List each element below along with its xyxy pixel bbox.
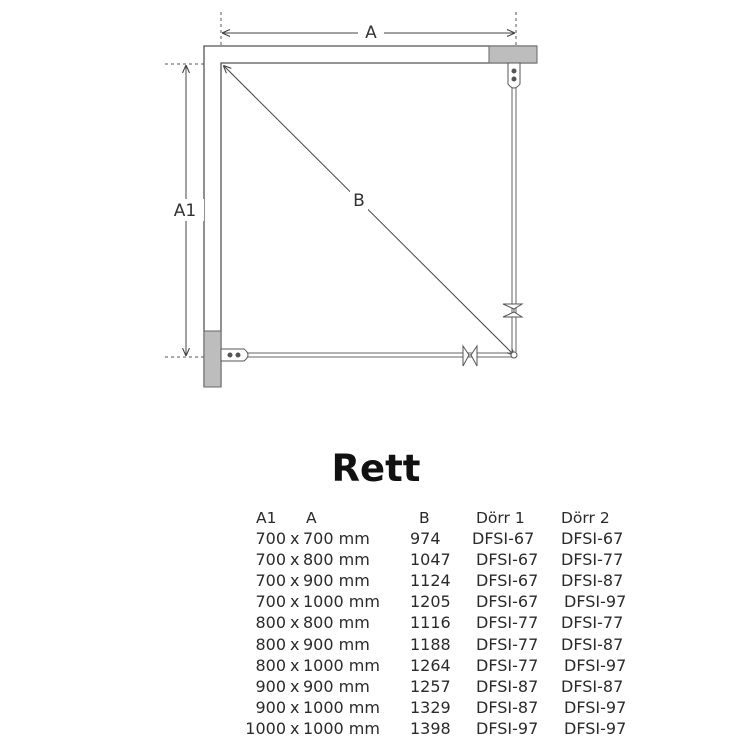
- left-hinge-bracket: [221, 349, 248, 361]
- cell-b: 1205: [410, 592, 451, 612]
- cell-door-2: DFSI-77: [561, 550, 624, 570]
- cell-door-1: DFSI-97: [476, 718, 539, 738]
- cell-a1: 700: [255, 592, 286, 612]
- cell-a1: 800: [255, 613, 286, 633]
- dimension-line-b: [224, 66, 514, 355]
- top-hinge-bracket: [508, 63, 520, 88]
- header-a: A: [306, 509, 317, 527]
- cell-a: 1000 mm: [303, 718, 380, 738]
- left-wall-profile: [204, 331, 221, 387]
- cell-separator: x: [290, 550, 300, 570]
- cell-b: 1329: [410, 697, 451, 717]
- cell-door-1: DFSI-67: [472, 529, 535, 548]
- header-a1: A1: [256, 509, 277, 527]
- cell-door-2: DFSI-67: [561, 529, 624, 548]
- cell-door-1: DFSI-67: [476, 571, 539, 591]
- cell-separator: x: [290, 697, 300, 717]
- cell-door-1: DFSI-87: [476, 676, 539, 696]
- cell-a: 800 mm: [303, 613, 370, 633]
- cell-separator: x: [290, 613, 300, 633]
- cell-separator: x: [290, 592, 300, 612]
- cell-b: 974: [410, 529, 441, 548]
- dimension-label-a: A: [365, 23, 377, 43]
- cell-b: 1264: [410, 655, 451, 675]
- cell-b: 1398: [410, 718, 451, 738]
- cell-door-2: DFSI-97: [564, 592, 627, 612]
- dimension-label-a1: A1: [173, 201, 197, 221]
- cell-b: 1047: [410, 550, 451, 570]
- cell-door-1: DFSI-77: [476, 655, 539, 675]
- cell-separator: x: [290, 655, 300, 675]
- cell-separator: x: [290, 676, 300, 696]
- cell-a1: 1000: [245, 718, 286, 738]
- cell-door-1: DFSI-77: [476, 613, 539, 633]
- cell-a: 900 mm: [303, 676, 370, 696]
- cell-a: 1000 mm: [303, 655, 380, 675]
- cell-a1: 800: [255, 655, 286, 675]
- cell-a1: 900: [255, 676, 286, 696]
- cell-a: 700 mm: [303, 529, 370, 548]
- cell-b: 1188: [410, 634, 451, 654]
- cell-door-2: DFSI-77: [561, 613, 624, 633]
- cell-a1: 700: [255, 529, 286, 548]
- cell-door-1: DFSI-67: [476, 550, 539, 570]
- cell-separator: x: [290, 529, 300, 548]
- cell-door-1: DFSI-87: [476, 697, 539, 717]
- cell-door-2: DFSI-87: [561, 634, 624, 654]
- cell-door-2: DFSI-87: [561, 571, 624, 591]
- cell-door-1: DFSI-77: [476, 634, 539, 654]
- extension-lines: [165, 12, 516, 357]
- cell-a: 900 mm: [303, 571, 370, 591]
- page-title: Rett: [331, 447, 421, 490]
- cell-separator: x: [290, 718, 300, 738]
- cell-door-2: DFSI-97: [564, 718, 627, 738]
- cell-b: 1257: [410, 676, 451, 696]
- walls: [204, 46, 537, 387]
- cell-door-2: DFSI-97: [564, 697, 627, 717]
- dimension-label-b: B: [353, 191, 365, 211]
- cell-separator: x: [290, 571, 300, 591]
- cell-a: 900 mm: [303, 634, 370, 654]
- cell-b: 1124: [410, 571, 451, 591]
- header-door-1: Dörr 1: [476, 509, 525, 527]
- cell-door-1: DFSI-67: [476, 592, 539, 612]
- corner-joint: [511, 352, 517, 358]
- cell-b: 1116: [410, 613, 451, 633]
- handle-icon-bottom-door: [463, 346, 477, 366]
- cell-a: 1000 mm: [303, 697, 380, 717]
- cell-separator: x: [290, 634, 300, 654]
- cell-a1: 700: [255, 571, 286, 591]
- top-wall-profile: [489, 46, 537, 63]
- header-door-2: Dörr 2: [561, 509, 610, 527]
- cell-door-2: DFSI-87: [561, 676, 624, 696]
- cell-a: 800 mm: [303, 550, 370, 570]
- cell-a: 1000 mm: [303, 592, 380, 612]
- cell-a1: 700: [255, 550, 286, 570]
- cell-a1: 800: [255, 634, 286, 654]
- cell-door-2: DFSI-97: [564, 655, 627, 675]
- header-b: B: [419, 509, 430, 527]
- cell-a1: 900: [255, 697, 286, 717]
